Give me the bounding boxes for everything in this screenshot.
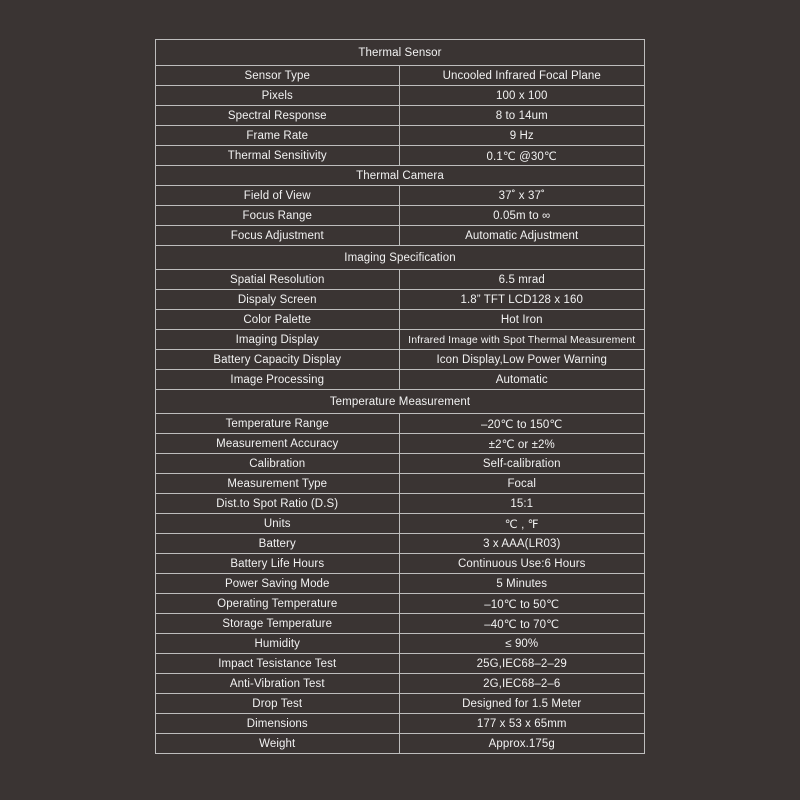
spec-value: ±2℃ or ±2% <box>400 434 646 453</box>
table-row <box>156 534 645 554</box>
spec-label: Storage Temperature <box>156 614 400 633</box>
spec-value: 9 Hz <box>400 126 646 145</box>
table-row <box>156 734 645 754</box>
table-row <box>156 714 645 734</box>
table-row <box>156 226 645 246</box>
table-row <box>156 614 645 634</box>
spec-label: Power Saving Mode <box>156 574 400 593</box>
table-row <box>156 290 645 310</box>
spec-label: Focus Range <box>156 206 400 225</box>
spec-value: 37˚ x 37˚ <box>400 186 646 205</box>
spec-label: Measurement Accuracy <box>156 434 400 453</box>
table-row <box>156 370 645 390</box>
spec-value: 0.05m to ∞ <box>400 206 646 225</box>
spec-value: 100 x 100 <box>400 86 646 105</box>
spec-label: Spatial Resolution <box>156 270 400 289</box>
spec-label: Thermal Sensitivity <box>156 146 400 165</box>
spec-value: Hot Iron <box>400 310 646 329</box>
section-header <box>156 40 645 66</box>
spec-label: Operating Temperature <box>156 594 400 613</box>
spec-value: 25G,IEC68–2–29 <box>400 654 646 673</box>
section-header <box>156 166 645 186</box>
table-row <box>156 514 645 534</box>
table-row <box>156 270 645 290</box>
spec-value: Infrared Image with Spot Thermal Measurement <box>400 330 646 349</box>
spec-label: Sensor Type <box>156 66 400 85</box>
table-row <box>156 494 645 514</box>
table-row <box>156 126 645 146</box>
spec-label: Dist.to Spot Ratio (D.S) <box>156 494 400 513</box>
spec-label: Weight <box>156 734 400 753</box>
table-row <box>156 106 645 126</box>
spec-label: Units <box>156 514 400 533</box>
spec-value: Automatic <box>400 370 646 389</box>
table-row <box>156 206 645 226</box>
spec-label: Field of View <box>156 186 400 205</box>
table-row <box>156 66 645 86</box>
section-header <box>156 390 645 414</box>
spec-label: Image Processing <box>156 370 400 389</box>
spec-label: Battery <box>156 534 400 553</box>
section-title: Temperature Measurement <box>329 395 471 408</box>
spec-label: Humidity <box>156 634 400 653</box>
spec-label: Anti-Vibration Test <box>156 674 400 693</box>
spec-value: Icon Display,Low Power Warning <box>400 350 646 369</box>
section-title: Thermal Sensor <box>358 46 442 59</box>
table-row <box>156 350 645 370</box>
table-row <box>156 310 645 330</box>
spec-label: Focus Adjustment <box>156 226 400 245</box>
table-row <box>156 330 645 350</box>
table-row <box>156 594 645 614</box>
spec-value: ℃ , ℉ <box>400 514 646 533</box>
spec-value: 0.1℃ @30℃ <box>400 146 646 165</box>
spec-value: Focal <box>400 474 646 493</box>
spec-value: –40℃ to 70℃ <box>400 614 646 633</box>
table-row <box>156 454 645 474</box>
spec-value: Approx.175g <box>400 734 646 753</box>
spec-label: Calibration <box>156 454 400 473</box>
table-row <box>156 474 645 494</box>
table-row <box>156 146 645 166</box>
spec-value: Designed for 1.5 Meter <box>400 694 646 713</box>
spec-label: Dimensions <box>156 714 400 733</box>
section-header <box>156 246 645 270</box>
spec-value: –10℃ to 50℃ <box>400 594 646 613</box>
spec-label: Drop Test <box>156 694 400 713</box>
spec-table <box>155 39 645 754</box>
section-title: Thermal Camera <box>356 169 444 182</box>
spec-value: Automatic Adjustment <box>400 226 646 245</box>
spec-label: Color Palette <box>156 310 400 329</box>
spec-value: 2G,IEC68–2–6 <box>400 674 646 693</box>
spec-value: Self-calibration <box>400 454 646 473</box>
spec-label: Impact Tesistance Test <box>156 654 400 673</box>
spec-label: Dispaly Screen <box>156 290 400 309</box>
table-row <box>156 574 645 594</box>
spec-value: 5 Minutes <box>400 574 646 593</box>
spec-label: Imaging Display <box>156 330 400 349</box>
spec-label: Frame Rate <box>156 126 400 145</box>
spec-value: 6.5 mrad <box>400 270 646 289</box>
table-row <box>156 434 645 454</box>
spec-value: 177 x 53 x 65mm <box>400 714 646 733</box>
table-row <box>156 674 645 694</box>
spec-value: –20℃ to 150℃ <box>400 414 646 433</box>
spec-label: Pixels <box>156 86 400 105</box>
table-row <box>156 186 645 206</box>
spec-label: Measurement Type <box>156 474 400 493</box>
table-row <box>156 554 645 574</box>
spec-value: 8 to 14um <box>400 106 646 125</box>
spec-value: Uncooled Infrared Focal Plane <box>400 66 646 85</box>
table-row <box>156 414 645 434</box>
table-row <box>156 634 645 654</box>
spec-label: Battery Capacity Display <box>156 350 400 369</box>
table-row <box>156 694 645 714</box>
spec-label: Spectral Response <box>156 106 400 125</box>
spec-value: 3 x AAA(LR03) <box>400 534 646 553</box>
spec-value: ≤ 90% <box>400 634 646 653</box>
spec-value: 1.8” TFT LCD128 x 160 <box>400 290 646 309</box>
spec-value: 15:1 <box>400 494 646 513</box>
spec-label: Battery Life Hours <box>156 554 400 573</box>
table-row <box>156 86 645 106</box>
spec-value: Continuous Use:6 Hours <box>400 554 646 573</box>
table-row <box>156 654 645 674</box>
spec-label: Temperature Range <box>156 414 400 433</box>
section-title: Imaging Specification <box>344 251 456 264</box>
